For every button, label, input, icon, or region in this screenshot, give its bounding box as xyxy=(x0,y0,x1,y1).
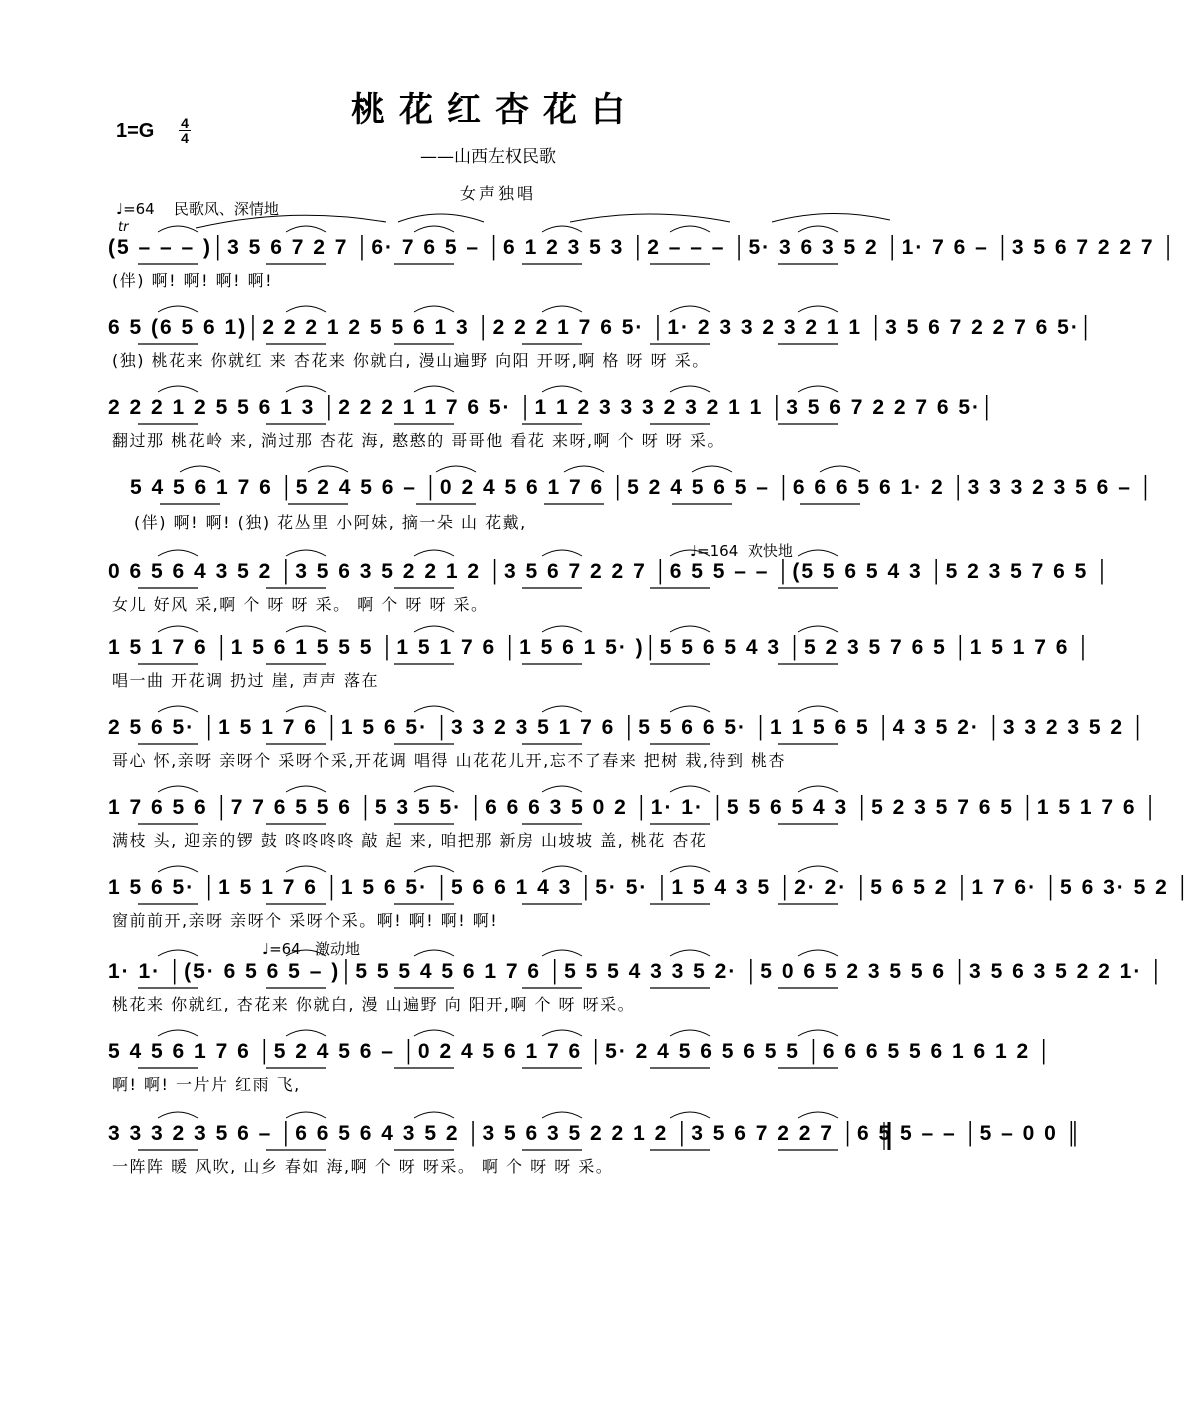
slur-arc xyxy=(158,706,198,712)
slur-arc xyxy=(286,626,326,632)
system-lyrics: (伴) 啊! 啊! (独) 花丛里 小阿妹, 摘一朵 山 花戴, xyxy=(134,513,527,532)
slur-arc xyxy=(286,866,326,872)
slur-arc xyxy=(798,706,838,712)
slur-arc xyxy=(670,626,710,632)
slur-arc xyxy=(542,1030,582,1036)
slur-arc xyxy=(414,786,454,792)
style-2: 欢快地 xyxy=(747,542,793,560)
slur-arc xyxy=(692,466,732,472)
slur-arc xyxy=(798,226,838,232)
slur-arc xyxy=(180,466,220,472)
slur-arc xyxy=(798,1030,838,1036)
slur-arc xyxy=(286,706,326,712)
slur-arc xyxy=(158,1112,198,1118)
slur-arc xyxy=(158,950,198,956)
system-lyrics: (伴) 啊! 啊! 啊! 啊! xyxy=(112,271,273,290)
slur-arc xyxy=(414,950,454,956)
slur-arc xyxy=(158,626,198,632)
slur-arc xyxy=(820,466,860,472)
slur-arc xyxy=(798,1112,838,1118)
style-1: 民歌风、深情地 xyxy=(173,200,279,218)
slur-arc xyxy=(542,706,582,712)
key-signature: 1=G xyxy=(116,120,155,142)
slur-arc xyxy=(798,786,838,792)
slur-arc xyxy=(286,226,326,232)
slur-arc xyxy=(158,386,198,392)
system-notes: 3 3 3 2 3 5 6 – │6 6 5 6 4 3 5 2 │3 5 6 3 5 2 2 1 2 │3 5 6 7 2 2 7 │6 5 5 – – │5 – 0 0 ║ xyxy=(108,1122,1083,1145)
slur-arc xyxy=(798,626,838,632)
slur-arc xyxy=(542,866,582,872)
slur-arc xyxy=(670,386,710,392)
system-notes: 0 6 5 6 4 3 5 2 │3 5 6 3 5 2 2 1 2 │3 5 6 7 2 2 7 │6 5 5 – – │(5 5 6 5 4 3 │5 2 3 5 7 6 5 │ xyxy=(108,560,1112,583)
slur-arc xyxy=(798,306,838,312)
slur-arc xyxy=(286,1030,326,1036)
system-notes: 1 7 6 5 6 │7 7 6 5 5 6 │5 3 5 5· │6 6 6 3 5 0 2 │1· 1· │5 5 6 5 4 3 │5 2 3 5 7 6 5 │1 5 1 7 6 │ xyxy=(108,796,1160,819)
song-title: 桃花红杏花白 xyxy=(351,90,639,130)
slur-arc xyxy=(414,626,454,632)
slur-arc xyxy=(798,386,838,392)
tempo-1: ♩=64 xyxy=(116,200,155,218)
phrase-slur xyxy=(196,213,890,228)
slur-arc xyxy=(670,1112,710,1118)
slur-arc xyxy=(158,226,198,232)
slur-arc xyxy=(414,306,454,312)
slur-arc xyxy=(542,386,582,392)
system-notes: 5 4 5 6 1 7 6 │5 2 4 5 6 – │0 2 4 5 6 1 7 6 │5 2 4 5 6 5 – │6 6 6 5 6 1· 2 │3 3 3 2 3 5 6 – │ xyxy=(130,476,1155,499)
slur-arc xyxy=(670,1030,710,1036)
slur-arc xyxy=(542,226,582,232)
slur-arc xyxy=(158,550,198,556)
slur-arc xyxy=(286,306,326,312)
slur-arc xyxy=(308,466,348,472)
system-notes: (5 – – – )│3 5 6 7 2 7 │6· 7 6 5 – │6 1 2 3 5 3 │2 – – – │5· 3 6 3 5 2 │1· 7 6 – │3 5 6 7 2 2 7 │ xyxy=(108,236,1178,259)
slur-arc xyxy=(414,1030,454,1036)
system-notes: 1 5 1 7 6 │1 5 6 1 5 5 5 │1 5 1 7 6 │1 5 6 1 5· )│5 5 6 5 4 3 │5 2 3 5 7 6 5 │1 5 1 7 6 │ xyxy=(108,636,1093,659)
voice-designation: 女声独唱 xyxy=(460,184,537,203)
slur-arc xyxy=(670,306,710,312)
slur-arc xyxy=(414,386,454,392)
system-notes: 6 5 (6 5 6 1)│2 2 2 1 2 5 5 6 1 3 │2 2 2 1 7 6 5· │1· 2 3 3 2 3 2 1 1 │3 5 6 7 2 2 7 6 5·│ xyxy=(108,316,1095,339)
slur-arc xyxy=(542,550,582,556)
slur-arc xyxy=(542,306,582,312)
slur-arc xyxy=(286,1112,326,1118)
slur-arc xyxy=(798,950,838,956)
slur-arc xyxy=(798,550,838,556)
tempo-2: ♩=164 xyxy=(690,542,739,560)
slur-arc xyxy=(158,1030,198,1036)
slur-arc xyxy=(414,706,454,712)
meter-top: 4 xyxy=(181,115,189,131)
slur-arc xyxy=(670,706,710,712)
slur-arc xyxy=(414,1112,454,1118)
system-notes: 2 2 2 1 2 5 5 6 1 3 │2 2 2 1 1 7 6 5· │1 1 2 3 3 3 2 3 2 1 1 │3 5 6 7 2 2 7 6 5·│ xyxy=(108,396,997,419)
slur-arc xyxy=(158,866,198,872)
slur-arc xyxy=(158,786,198,792)
slur-arc xyxy=(670,226,710,232)
system-lyrics: 满枝 头, 迎亲的锣 鼓 咚咚咚咚 敲 起 来, 咱把那 新房 山坡坡 盖, 桃花 杏花 xyxy=(112,831,708,850)
meter-bottom: 4 xyxy=(181,130,189,146)
system-lyrics: 翻过那 桃花岭 来, 淌过那 杏花 海, 憨憨的 哥哥他 看花 来呀,啊 个 呀 呀 采。 xyxy=(112,431,725,450)
system-lyrics: (独) 桃花来 你就红 来 杏花来 你就白, 漫山遍野 向阳 开呀,啊 格 呀 呀 采。 xyxy=(112,351,710,370)
slur-arc xyxy=(798,866,838,872)
slur-arc xyxy=(542,786,582,792)
slur-arc xyxy=(564,466,604,472)
system-lyrics: 桃花来 你就红, 杏花来 你就白, 漫 山遍野 向 阳开,啊 个 呀 呀采。 xyxy=(112,995,636,1014)
system-lyrics: 女儿 好风 采,啊 个 呀 呀 采。 啊 个 呀 呀 采。 xyxy=(112,595,489,614)
system-notes: 2 5 6 5· │1 5 1 7 6 │1 5 6 5· │3 3 2 3 5 1 7 6 │5 5 6 6 5· │1 1 5 6 5 │4 3 5 2· │3 3 2 3 5 2 │ xyxy=(108,716,1148,739)
system-lyrics: 唱一曲 开花调 扔过 崖, 声声 落在 xyxy=(112,671,380,690)
slur-arc xyxy=(670,786,710,792)
slur-arc xyxy=(436,466,476,472)
slur-arc xyxy=(158,306,198,312)
slur-arc xyxy=(414,226,454,232)
slur-arc xyxy=(286,786,326,792)
system-lyrics: 啊! 啊! 一片片 红雨 飞, xyxy=(112,1075,301,1094)
system-notes: 1· 1· │(5· 6 5 6 5 – )│5 5 5 4 5 6 1 7 6 │5 5 5 4 3 3 5 2· │5 0 6 5 2 3 5 5 6 │3 5 6 3 5 2 2 1· │ xyxy=(108,960,1166,983)
slur-arc xyxy=(670,866,710,872)
slur-arc xyxy=(542,626,582,632)
slur-arc xyxy=(414,550,454,556)
song-subtitle: ——山西左权民歌 xyxy=(420,147,556,167)
system-notes: 1 5 6 5· │1 5 1 7 6 │1 5 6 5· │5 6 6 1 4 3 │5· 5· │1 5 4 3 5 │2· 2· │5 6 5 2 │1 7 6· │5 6 3· 5 2 │ xyxy=(108,876,1192,899)
style-3: 激动地 xyxy=(315,940,361,958)
slur-arc xyxy=(542,1112,582,1118)
system-lyrics: 哥心 怀,亲呀 亲呀个 采呀个采,开花调 唱得 山花花儿开,忘不了春来 把树 栽,待到 桃杏 xyxy=(112,751,787,770)
slur-arc xyxy=(542,950,582,956)
trill-mark: tr xyxy=(118,220,129,235)
slur-arc xyxy=(670,950,710,956)
slur-arc xyxy=(414,866,454,872)
system-lyrics: 一阵阵 暖 风吹, 山乡 春如 海,啊 个 呀 呀采。 啊 个 呀 呀 采。 xyxy=(112,1157,614,1176)
slur-arc xyxy=(286,386,326,392)
slur-arc xyxy=(286,950,326,956)
system-lyrics: 窗前前开,亲呀 亲呀个 采呀个采。啊! 啊! 啊! 啊! xyxy=(112,911,499,930)
slur-arc xyxy=(670,550,710,556)
tempo-3: ♩=64 xyxy=(262,940,301,958)
slur-arc xyxy=(286,550,326,556)
system-notes: 5 4 5 6 1 7 6 │5 2 4 5 6 – │0 2 4 5 6 1 7 6 │5· 2 4 5 6 5 6 5 5 │6 6 6 5 5 6 1 6 1 2 │ xyxy=(108,1040,1054,1063)
